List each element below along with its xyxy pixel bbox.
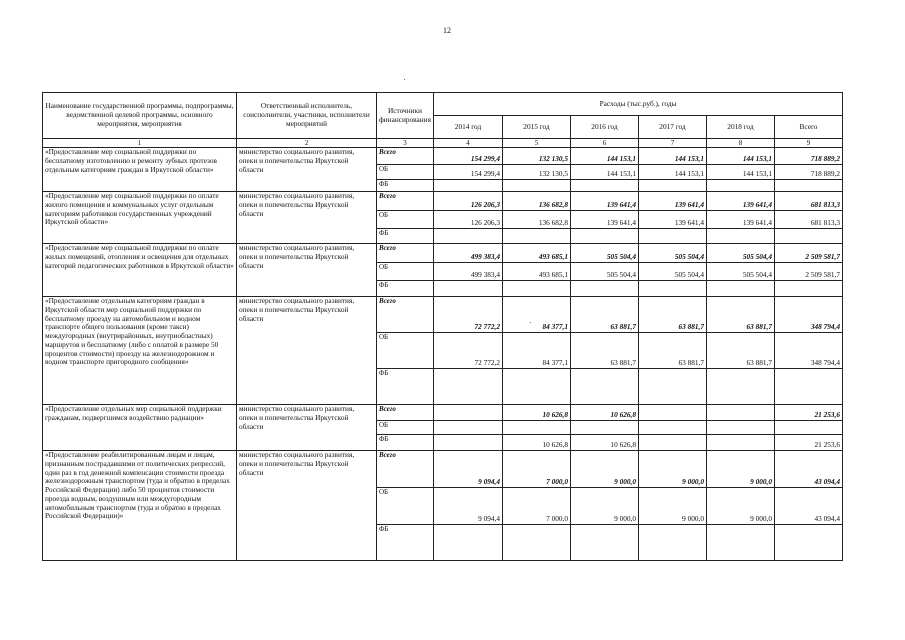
cell-fb	[707, 281, 775, 297]
cell-total: 144 153,1	[639, 148, 707, 165]
cell-total: 9 000,0	[707, 451, 775, 488]
cell-fb	[639, 525, 707, 561]
source-fb: ФБ	[377, 180, 434, 192]
cell-total: 132 130,5	[503, 148, 571, 165]
cell-total: 139 641,4	[571, 192, 639, 211]
measure-name: «Предоставление отдельных мер социальной поддержки гражданам, подвергшимся воздействию радиации»	[43, 405, 237, 451]
source-ob: ОБ	[377, 211, 434, 229]
cell-fb	[434, 369, 503, 405]
cell-fb: 21 253,6	[775, 435, 843, 451]
cell-fb	[434, 180, 503, 192]
cell-ob: 72 772,2	[434, 333, 503, 369]
cell-total: 63 881,7	[707, 297, 775, 333]
cell-total: 505 504,4	[571, 244, 639, 263]
source-total: Всего	[377, 297, 434, 333]
cell-total: 499 383,4	[434, 244, 503, 263]
cell-ob: 63 881,7	[639, 333, 707, 369]
cell-total: 144 153,1	[571, 148, 639, 165]
source-ob: ОБ	[377, 488, 434, 525]
cell-ob: 136 682,8	[503, 211, 571, 229]
cell-ob: 139 641,4	[571, 211, 639, 229]
cell-fb	[639, 229, 707, 244]
cell-fb	[503, 281, 571, 297]
expenses-table	[42, 92, 843, 561]
cell-ob: 493 685,1	[503, 263, 571, 281]
column-number: 6	[571, 139, 639, 148]
source-fb: ФБ	[377, 229, 434, 244]
header-year: 2018 год	[707, 116, 775, 139]
cell-ob: 154 299,4	[434, 165, 503, 180]
cell-ob	[434, 421, 503, 435]
cell-ob	[775, 421, 843, 435]
cell-total	[639, 405, 707, 421]
column-number: 8	[707, 139, 775, 148]
source-total: Всего	[377, 192, 434, 211]
measure-name: «Предоставление мер социальной поддержки по оплате жилых помещений, отопления и освещения для отдельных категорий педагогических работников в Иркутской области»	[43, 244, 237, 297]
source-fb: ФБ	[377, 435, 434, 451]
cell-ob: 63 881,7	[707, 333, 775, 369]
cell-total: 63 881,7	[571, 297, 639, 333]
column-number: 9	[775, 139, 843, 148]
cell-fb	[434, 525, 503, 561]
cell-total	[434, 405, 503, 421]
cell-total: 681 813,3	[775, 192, 843, 211]
cell-fb	[571, 525, 639, 561]
cell-ob: 499 383,4	[434, 263, 503, 281]
cell-ob: 681 813,3	[775, 211, 843, 229]
cell-total: 7 000,0	[503, 451, 571, 488]
cell-total: 493 685,1	[503, 244, 571, 263]
source-fb: ФБ	[377, 369, 434, 405]
cell-fb	[639, 281, 707, 297]
cell-fb	[775, 525, 843, 561]
cell-fb	[434, 281, 503, 297]
cell-ob: 132 130,5	[503, 165, 571, 180]
measure-name: «Предоставление мер социальной поддержки по оплате жилого помещения и коммунальных услуг отдельным категориям работников государственных учреждений Иркутской области»	[43, 192, 237, 244]
cell-total: 505 504,4	[707, 244, 775, 263]
cell-total: 10 626,8	[571, 405, 639, 421]
table-row	[43, 244, 843, 263]
cell-fb	[639, 435, 707, 451]
header-year: 2017 год	[639, 116, 707, 139]
cell-ob: 9 094,4	[434, 488, 503, 525]
cell-fb	[503, 369, 571, 405]
cell-fb	[775, 180, 843, 192]
cell-fb	[639, 180, 707, 192]
cell-fb	[707, 369, 775, 405]
cell-total: 139 641,4	[707, 192, 775, 211]
cell-fb	[503, 229, 571, 244]
table-row	[43, 148, 843, 165]
cell-fb	[503, 525, 571, 561]
measure-name: «Предоставление мер социальной поддержки по бесплатному изготовлению и ремонту зубных протезов отдельным категориям граждан в Иркутской области»	[43, 148, 237, 192]
cell-ob: 2 509 581,7	[775, 263, 843, 281]
cell-total: 9 000,0	[571, 451, 639, 488]
cell-ob	[571, 421, 639, 435]
cell-total: 154 299,4	[434, 148, 503, 165]
measure-name: «Предоставление реабилитированным лицам и лицам, признанным пострадавшими от политических репрессий, один раз в год денежной компенсации стоимости проезда железнодорожным транспортом (туда и обратно в пределах Российской Федерации) либо 50 процентов стоимости проезда водным, воздушным или междугородным автомобильным транспортом (туда и обратно в пределах Российской Федерации)»	[43, 451, 237, 561]
cell-total: 9 094,4	[434, 451, 503, 488]
cell-fb	[775, 229, 843, 244]
table-row	[43, 192, 843, 211]
source-ob: ОБ	[377, 165, 434, 180]
cell-total: 348 794,4	[775, 297, 843, 333]
cell-fb	[639, 369, 707, 405]
cell-ob: 9 000,0	[571, 488, 639, 525]
cell-fb	[434, 229, 503, 244]
header-year: 2014 год	[434, 116, 503, 139]
table-row	[43, 451, 843, 488]
cell-ob: 139 641,4	[707, 211, 775, 229]
cell-ob: 144 153,1	[639, 165, 707, 180]
cell-total: 63 881,7	[639, 297, 707, 333]
source-total: Всего	[377, 451, 434, 488]
header-source: Источники финансирования	[377, 93, 434, 139]
measure-executor: министерство социального развития, опеки и попечительства Иркутской области	[237, 451, 377, 561]
source-ob: ОБ	[377, 421, 434, 435]
cell-fb: 10 626,8	[503, 435, 571, 451]
cell-fb	[571, 281, 639, 297]
header-executor: Ответственный исполнитель, соисполнители, участники, исполнители мероприятий	[237, 93, 377, 139]
column-number: 1	[43, 139, 237, 148]
source-ob: ОБ	[377, 333, 434, 369]
cell-total: 718 889,2	[775, 148, 843, 165]
header-total: Всего	[775, 116, 843, 139]
source-total: Всего	[377, 244, 434, 263]
source-fb: ФБ	[377, 281, 434, 297]
header-year: 2015 год	[503, 116, 571, 139]
cell-ob	[503, 421, 571, 435]
table-row	[43, 405, 843, 421]
cell-fb	[775, 369, 843, 405]
header-year: 2016 год	[571, 116, 639, 139]
cell-ob: 144 153,1	[571, 165, 639, 180]
column-number: 2	[237, 139, 377, 148]
cell-total: 9 000,0	[639, 451, 707, 488]
measure-executor: министерство социального развития, опеки и попечительства Иркутской области	[237, 192, 377, 244]
cell-ob: 9 000,0	[639, 488, 707, 525]
cell-fb	[571, 369, 639, 405]
measure-executor: министерство социального развития, опеки и попечительства Иркутской области	[237, 148, 377, 192]
header-name: Наименование государственной программы, подпрограммы, ведомственной целевой программы, основного мероприятия, мероприятия	[43, 93, 237, 139]
cell-total: 2 509 581,7	[775, 244, 843, 263]
cell-total: 144 153,1	[707, 148, 775, 165]
cell-total: 139 641,4	[639, 192, 707, 211]
column-number: 5	[503, 139, 571, 148]
cell-fb	[571, 229, 639, 244]
source-ob: ОБ	[377, 263, 434, 281]
cell-total: 10 626,8	[503, 405, 571, 421]
measure-executor: министерство социального развития, опеки и попечительства Иркутской области	[237, 297, 377, 405]
cell-total	[707, 405, 775, 421]
measure-executor: министерство социального развития, опеки и попечительства Иркутской области	[237, 244, 377, 297]
cell-fb	[775, 281, 843, 297]
column-number: 4	[434, 139, 503, 148]
cell-total: 43 094,4	[775, 451, 843, 488]
cell-fb	[707, 435, 775, 451]
cell-total: 84 377,1	[503, 297, 571, 333]
cell-ob: 84 377,1	[503, 333, 571, 369]
cell-ob: 126 206,3	[434, 211, 503, 229]
header-expenses: Расходы (тыс.руб.), годы	[434, 93, 843, 116]
cell-ob: 43 094,4	[775, 488, 843, 525]
source-total: Всего	[377, 405, 434, 421]
column-number: 7	[639, 139, 707, 148]
cell-ob: 505 504,4	[707, 263, 775, 281]
column-number: 3	[377, 139, 434, 148]
page-number: 12	[443, 26, 451, 35]
source-total: Всего	[377, 148, 434, 165]
cell-ob: 7 000,0	[503, 488, 571, 525]
measure-executor: министерство социального развития, опеки и попечительства Иркутской области	[237, 405, 377, 451]
scan-speck	[404, 79, 405, 80]
cell-ob: 144 153,1	[707, 165, 775, 180]
cell-ob: 505 504,4	[571, 263, 639, 281]
cell-ob: 139 641,4	[639, 211, 707, 229]
cell-fb	[434, 435, 503, 451]
cell-ob: 63 881,7	[571, 333, 639, 369]
source-fb: ФБ	[377, 525, 434, 561]
cell-ob: 9 000,0	[707, 488, 775, 525]
measure-name: «Предоставление отдельным категориям граждан в Иркутской области мер социальной поддержки по бесплатному проезду на автомобильном и водном транспорте общего пользования (кроме такси) междугородных (внутрирайонных, внутриобластных) маршрутов и бесплатному (либо с оплатой в размере 50 процентов стоимости) проезду на железнодорожном и водном транспорте пригородного сообщения»	[43, 297, 237, 405]
cell-ob: 718 889,2	[775, 165, 843, 180]
cell-ob: 348 794,4	[775, 333, 843, 369]
cell-total: 72 772,2	[434, 297, 503, 333]
cell-total: 136 682,8	[503, 192, 571, 211]
cell-ob: 505 504,4	[639, 263, 707, 281]
cell-fb	[707, 229, 775, 244]
cell-ob	[639, 421, 707, 435]
cell-total: 505 504,4	[639, 244, 707, 263]
cell-total: 21 253,6	[775, 405, 843, 421]
cell-fb	[707, 180, 775, 192]
table-row	[43, 297, 843, 333]
cell-ob	[707, 421, 775, 435]
cell-fb	[571, 180, 639, 192]
cell-total: 126 206,3	[434, 192, 503, 211]
cell-fb	[503, 180, 571, 192]
cell-fb	[707, 525, 775, 561]
cell-fb: 10 626,8	[571, 435, 639, 451]
